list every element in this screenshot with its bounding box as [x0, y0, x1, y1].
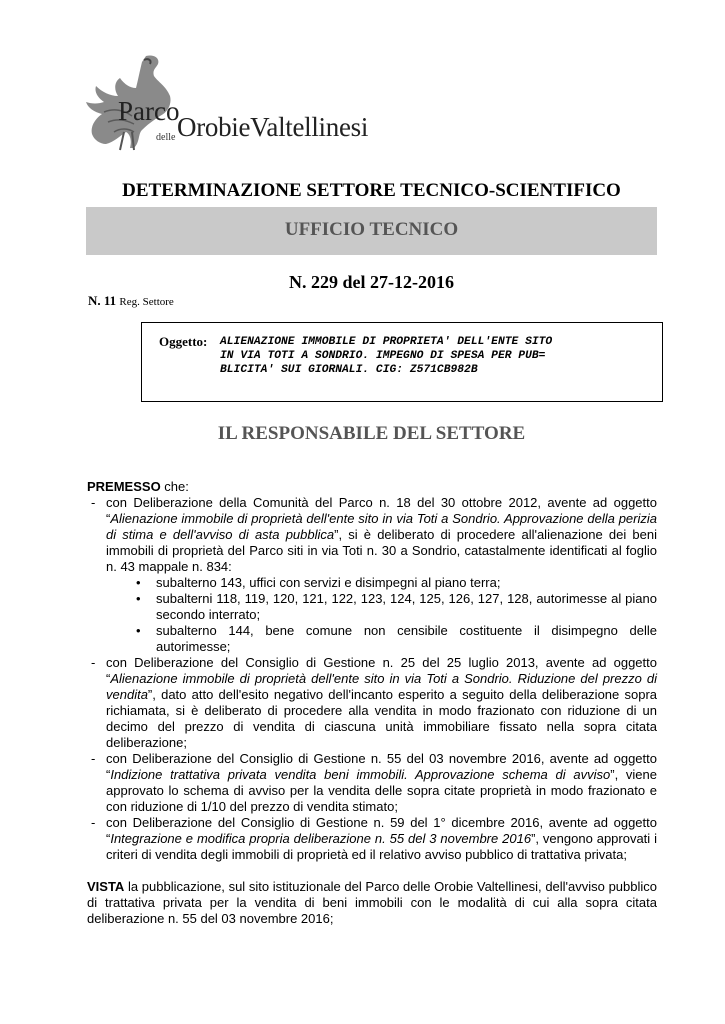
- office-banner: UFFICIO TECNICO: [86, 207, 657, 255]
- section-heading: IL RESPONSABILE DEL SETTORE: [217, 423, 526, 444]
- register-number-value: N. 11: [88, 293, 117, 308]
- premesso-heading: PREMESSO che:: [87, 479, 189, 494]
- sub-bullet-list: [87, 575, 657, 655]
- premesso-list: [87, 495, 657, 863]
- park-logo: [84, 52, 384, 152]
- list-item: - con Deliberazione del Consiglio di Gestione n. 55 del 03 novembre 2016, avente ad oggetto “Indizione trattativa privata vendita beni immobili. Approvazione schema di avviso”, viene approvato lo schema di avviso per la vendita delle sopra citate proprietà in modo frazionato e con riduzione di 1/10 del prezzo di vendita stimato;: [87, 751, 657, 815]
- document-body: [87, 479, 657, 927]
- subject-box: [141, 322, 663, 402]
- determination-number: N. 229 del 27-12-2016: [289, 272, 454, 292]
- logo-parco-text: Parco: [118, 96, 180, 126]
- logo-orobie-text: OrobieValtellinesi: [177, 112, 369, 142]
- bullet-item: • subalterno 144, bene comune non censibile costituente il disimpegno delle autorimesse;: [87, 623, 657, 655]
- register-label: Reg. Settore: [119, 296, 174, 308]
- vista-paragraph: VISTA la pubblicazione, sul sito istituzionale del Parco delle Orobie Valtellinesi, dell'avviso pubblico di trattativa privata per la vendita di beni immobili con le modalità di cui alla sopra citata deliberazione n. 55 del 03 novembre 2016;: [87, 879, 657, 926]
- logo-delle-text: delle: [156, 132, 176, 143]
- list-item: - con Deliberazione del Consiglio di Gestione n. 59 del 1° dicembre 2016, avente ad oggetto “Integrazione e modifica propria deliberazione n. 55 del 3 novembre 2016”, vengono approvati i criteri di vendita degli immobili di proprietà ed il relativo avviso pubblico di trattativa privata;: [87, 815, 657, 863]
- register-number: [88, 293, 174, 309]
- subject-label: Oggetto:: [159, 334, 208, 349]
- document-title: DETERMINAZIONE SETTORE TECNICO-SCIENTIFICO: [122, 180, 621, 201]
- subject-text: ALIENAZIONE IMMOBILE DI PROPRIETA' DELL'ENTE SITO IN VIA TOTI A SONDRIO. IMPEGNO DI SPESA PER PUB= BLICITA' SUI GIORNALI. CIG: Z571CB982B: [220, 336, 553, 376]
- bullet-item: • subalterno 143, uffici con servizi e disimpegni al piano terra;: [87, 575, 657, 591]
- bullet-item: • subalterni 118, 119, 120, 121, 122, 123, 124, 125, 126, 127, 128, autorimesse al piano secondo interrato;: [87, 591, 657, 623]
- list-item: - con Deliberazione della Comunità del Parco n. 18 del 30 ottobre 2012, avente ad oggetto “Alienazione immobile di proprietà dell'ente sito in via Toti a Sondrio. Approvazione della perizia di stima e dell'avviso di asta pubblica”, si è deliberato di procedere all'alienazione dei beni immobili di proprietà del Parco siti in via Toti n. 30 a Sondrio, catastalmente identificati al foglio n. 43 mappale n. 834: • subalterno 143, uffici con servizi e disimpegni al piano terra; • subalterni 118, 119, 120, 121, 122, 123, 124, 125, 126, 127, 128, autorimesse al piano secondo interrato; • subalterno 144, bene comune non censibile costituente il disimpegno delle autorimesse;: [87, 495, 657, 655]
- list-item: - con Deliberazione del Consiglio di Gestione n. 25 del 25 luglio 2013, avente ad oggetto “Alienazione immobile di proprietà dell'ente sito in via Toti a Sondrio. Riduzione del prezzo di vendita”, dato atto dell'esito negativo dell'incanto esperito a seguito della deliberazione sopra richiamata, si è deliberato di procedere alla vendita in modo frazionato con riduzione di un decimo del prezzo di vendita di ciascuna unità immobiliare fissato nella sopra citata deliberazione;: [87, 655, 657, 751]
